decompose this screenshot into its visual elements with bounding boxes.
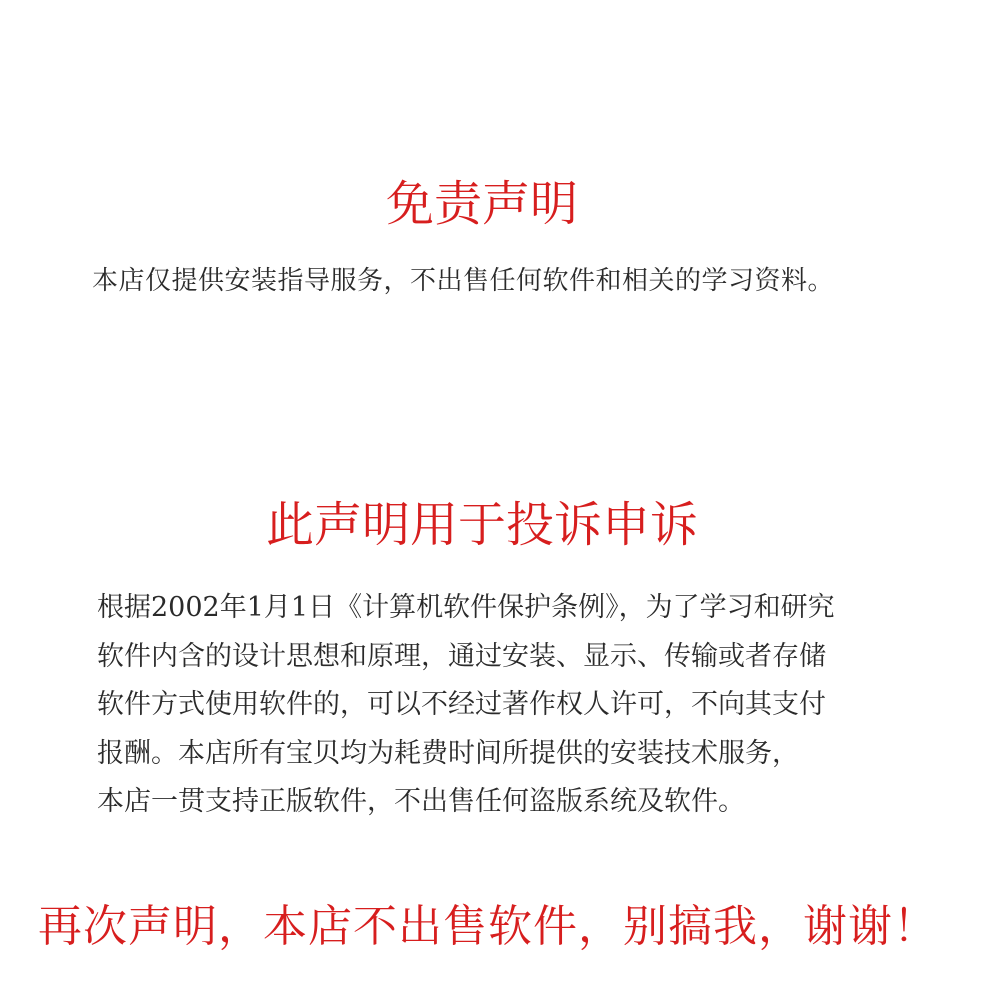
complaint-paragraph (97, 584, 835, 827)
complaint-title: 此声明用于投诉申诉 (265, 497, 698, 553)
paragraph-line: 软件内含的设计思想和原理，通过安装、显示、传输或者存储 (97, 640, 826, 672)
paragraph-line: 软件方式使用软件的，可以不经过著作权人许可，不向其支付 (97, 689, 826, 720)
final-notice: 再次声明，本店不出售软件，别搞我，谢谢！ (38, 901, 938, 952)
disclaimer-title: 免责声明 (385, 176, 578, 232)
paragraph-line: 本店一贯支持正版软件，不出售任何盗版系统及软件。 (97, 786, 745, 817)
paragraph-line: 根据2002年1月1日《计算机软件保护条例》，为了学习和研究 (97, 592, 835, 623)
disclaimer-statement: 本店仅提供安装指导服务，不出售任何软件和相关的学习资料。 (92, 266, 835, 296)
paragraph-line: 报酬。本店所有宝贝均为耗费时间所提供的安装技术服务， (97, 737, 799, 769)
